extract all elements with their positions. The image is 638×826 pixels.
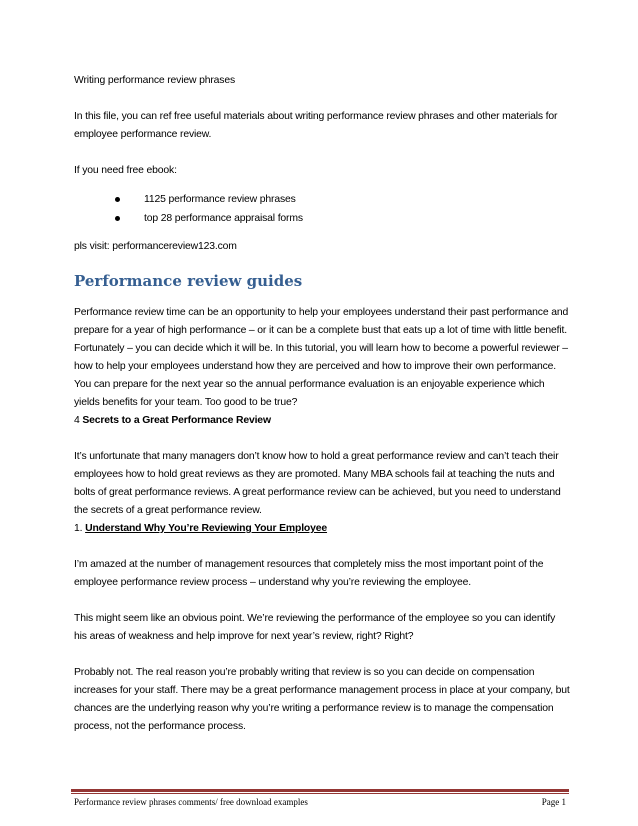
paragraph-amazed: I’m amazed at the number of management resources that completely miss the most important point of the employee performance review process – understand why you’re reviewing the employee. — [74, 559, 544, 588]
document-title-line: Writing performance review phrases — [74, 75, 236, 86]
step-one-label: Understand Why You’re Reviewing Your Employee — [85, 523, 328, 534]
footer-title: Performance review phrases comments/ free download examples — [74, 797, 308, 807]
step-one-line: 1. Understand Why You’re Reviewing Your Employee — [74, 523, 328, 534]
bullet-icon — [115, 197, 120, 202]
page-content — [74, 72, 570, 736]
list-item: 1125 performance review phrases — [74, 190, 570, 209]
footer-rule-thin — [71, 793, 569, 794]
section-heading: Performance review guides — [74, 272, 303, 290]
paragraph-obvious: This might seem like an obvious point. We’re reviewing the performance of the employee so you can identify his areas of weakness and help improve for next year’s review, right? Right? — [74, 613, 556, 642]
paragraph-managers: It’s unfortunate that many managers don’t know how to hold a great performance review and can’t teach their employees how to hold great reviews as they are promoted. Many MBA schools fail at teaching the nuts and bolts of great performance reviews. A great performance review can be achieved, but you need to understand the secrets of a great performance review. — [74, 451, 561, 516]
page-number: Page 1 — [541, 797, 566, 807]
intro-paragraph: In this file, you can ref free useful materials about writing performance review phrases and other materials for employee performance review. — [74, 111, 558, 140]
ebook-lead: If you need free ebook: — [74, 165, 177, 176]
paragraph-intro-review: Performance review time can be an opportunity to help your employees understand their past performance and prepare for a year of high performance – or it can be a complete bust that eats up a lot of time with little benefit. Fortunately – you can decide which it will be. In this tutorial, you will learn how to become a powerful reviewer – how to help your employees understand how they are perceived and how to improve their own performance. You can prepare for the next year so the annual performance evaluation is an enjoyable experience which yields benefits for your team. Too good to be true? — [74, 307, 569, 408]
paragraph-probably-not: Probably not. The real reason you’re probably writing that review is so you can decide on compensation increases for your staff. There may be a great performance management process in place at your company, but chances are the underlying reason why you’re writing a performance review is to manage the compensation process, not the performance process. — [74, 667, 570, 732]
footer-rule — [71, 789, 569, 792]
ebook-list — [74, 190, 570, 228]
visit-line: pls visit: performancereview123.com — [74, 241, 237, 252]
bullet-icon — [115, 216, 120, 221]
secrets-label: Secrets to a Great Performance Review — [82, 415, 271, 426]
list-item: top 28 performance appraisal forms — [74, 209, 570, 228]
secrets-line: 4 Secrets to a Great Performance Review — [74, 415, 271, 426]
